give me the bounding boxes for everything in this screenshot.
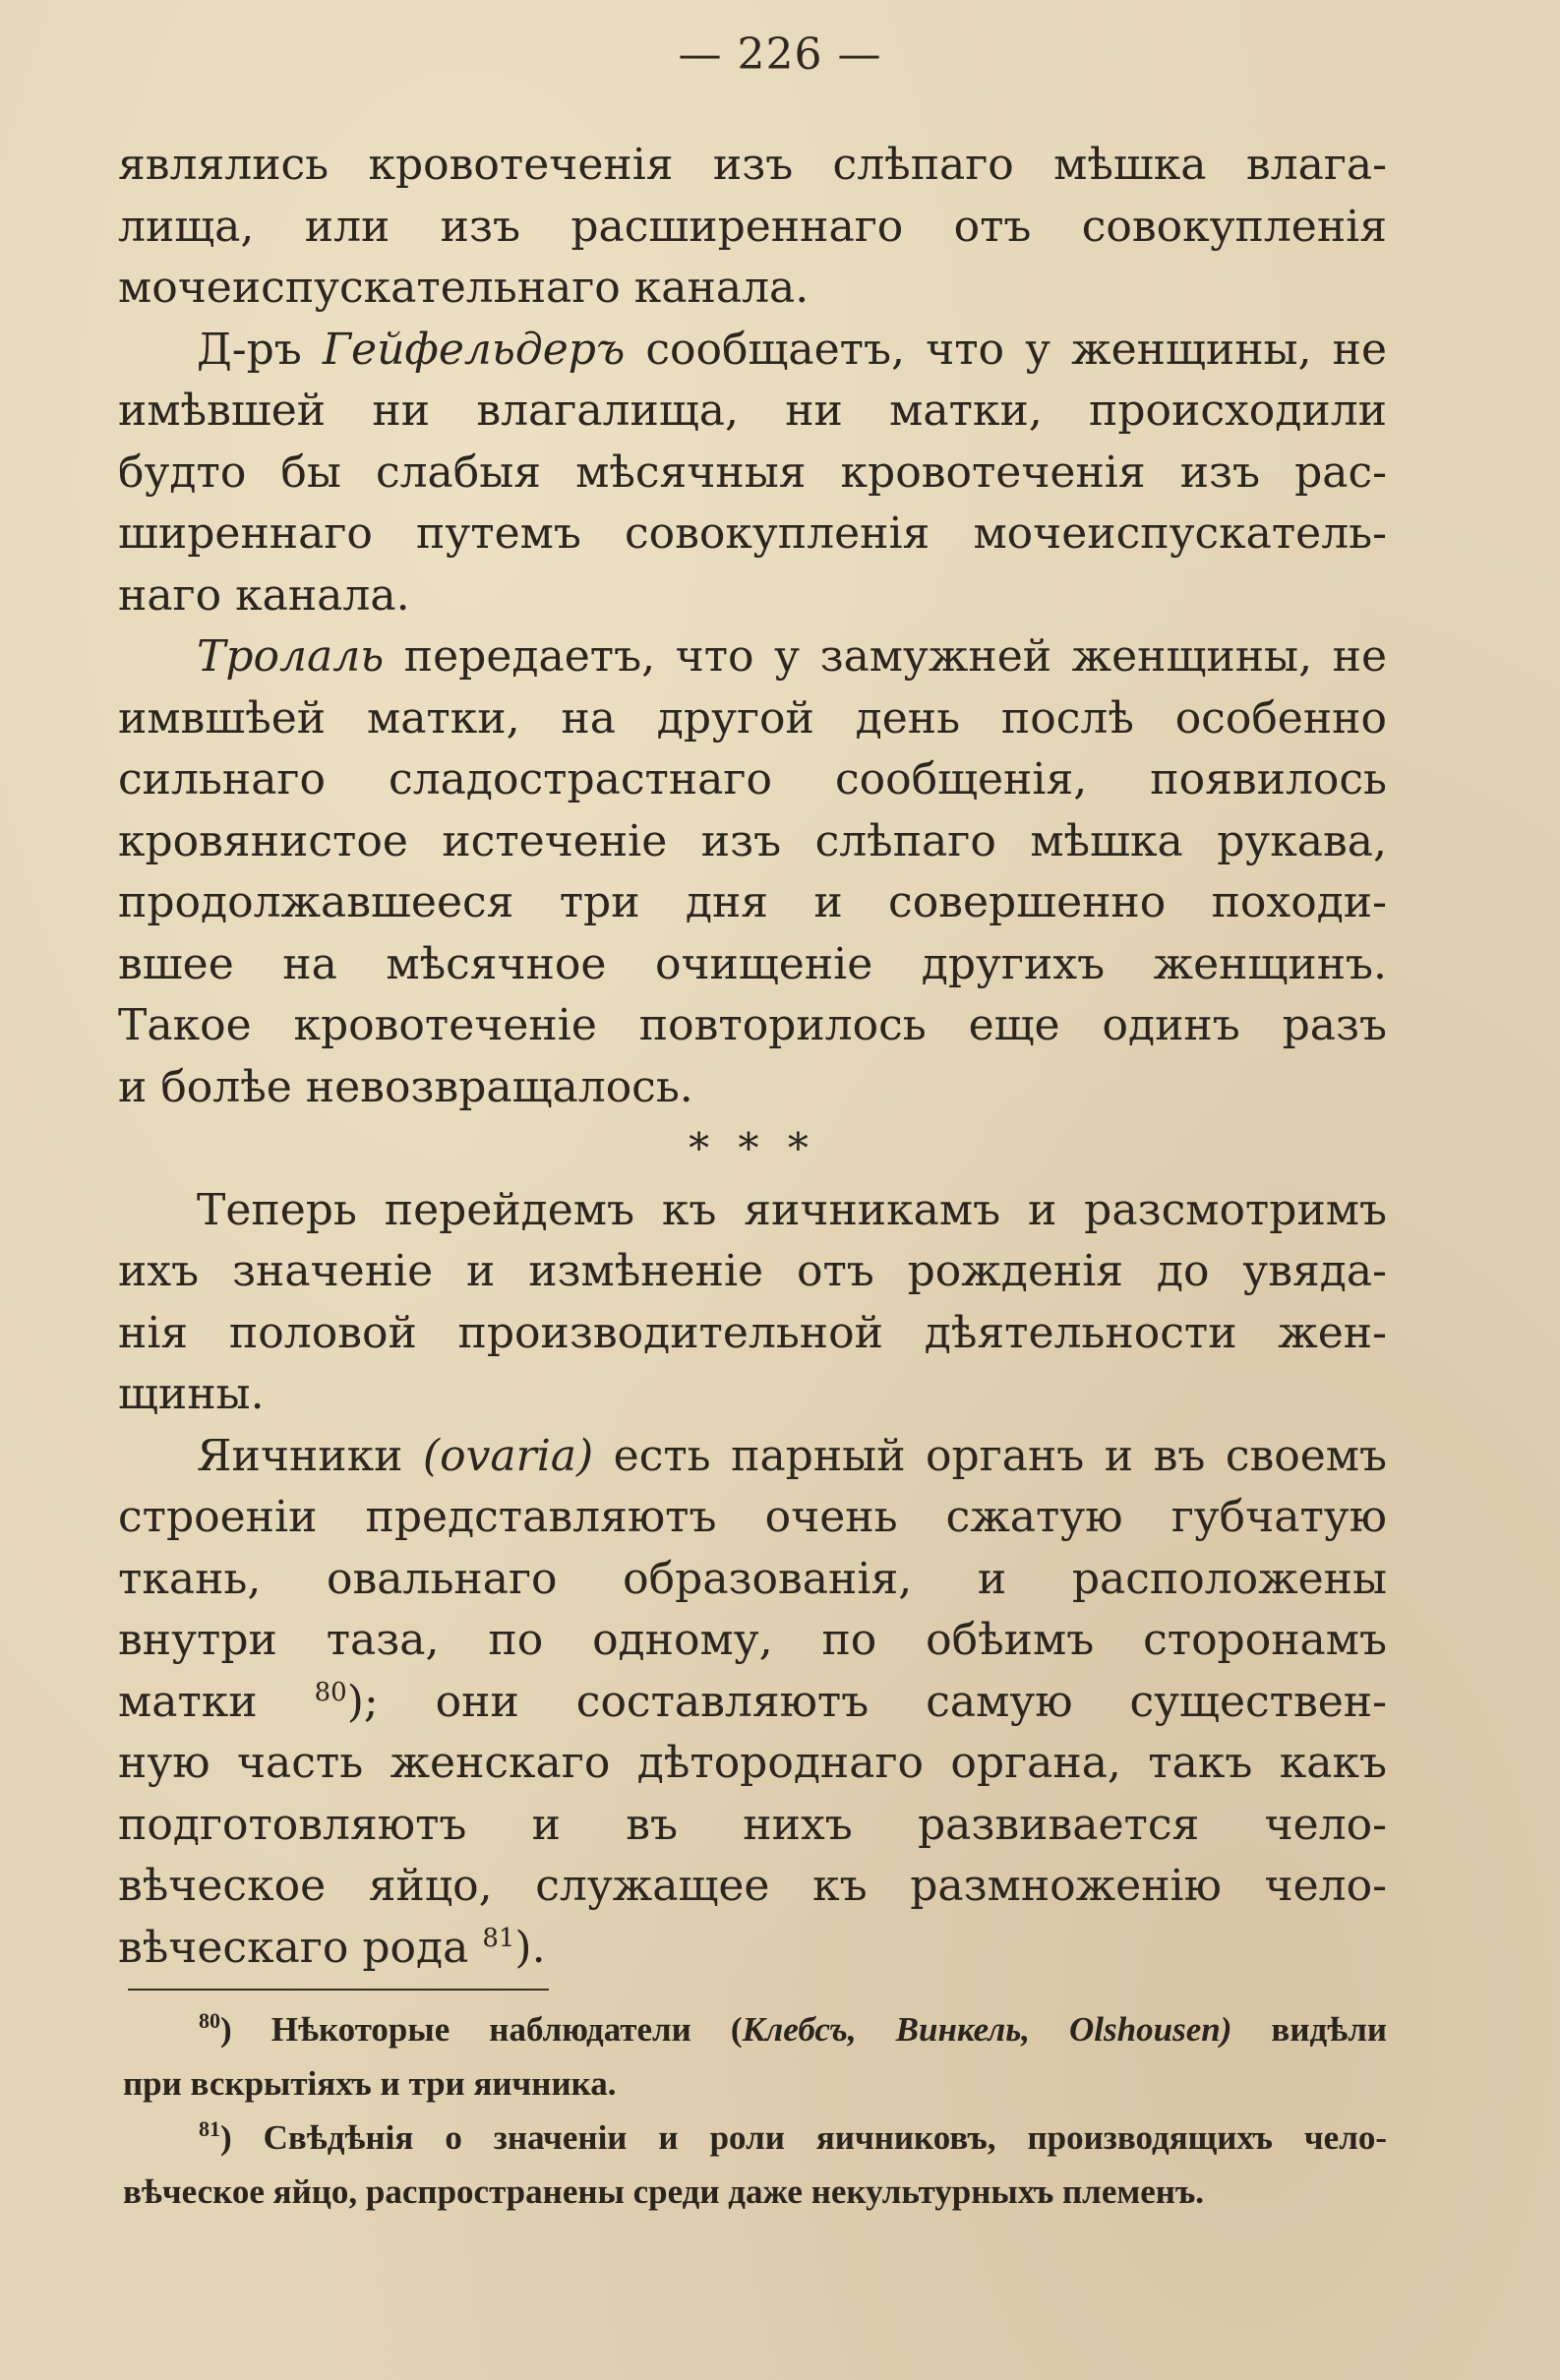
footnote-line: вѣческое яйцо, распространены среди даже некультурныхъ племенъ. bbox=[123, 2172, 1205, 2211]
footnote-80: $^{80}$) Нѣкоторые наблюдатели (Клебсъ, Винкель, Olshousen) видѣли bbox=[199, 2008, 1387, 2049]
latin-term: (ovaria) bbox=[422, 1430, 594, 1481]
author-name: Тролаль bbox=[197, 631, 385, 682]
text-line: внутри таза, по одному, по обѣимъ сторонамъ bbox=[118, 1615, 1387, 1665]
text-line: сильнаго сладострастнаго сообщенія, появилось bbox=[118, 754, 1387, 804]
text-line: матки $^{80}$); они составляютъ самую существен- bbox=[118, 1676, 1387, 1727]
footnote-ref[interactable]: 81 bbox=[482, 1923, 515, 1953]
text-line: мочеиспускательнаго канала. bbox=[118, 263, 810, 313]
text-line: вѣческаго рода $^{81}$). bbox=[118, 1922, 546, 1973]
text-line: вѣческое яйцо, служащее къ размноженію чело- bbox=[118, 1861, 1387, 1911]
text-line: Яичники (ovaria) есть парный органъ и въ своемъ bbox=[197, 1430, 1387, 1481]
text-line: имвшѣей матки, на другой день послѣ особенно bbox=[118, 692, 1387, 744]
author-name: Гейфельдеръ bbox=[322, 324, 626, 375]
text-line: Теперь перейдемъ къ яичникамъ и разсмотримъ bbox=[197, 1184, 1387, 1235]
text-line: имѣвшей ни влагалища, ни матки, происходили bbox=[118, 386, 1387, 436]
text-line: Тролаль передаетъ, что у замужней женщины, не bbox=[197, 631, 1387, 682]
footnote-divider bbox=[128, 1989, 549, 1991]
text-line: вшее на мѣсячное очищеніе другихъ женщинъ. bbox=[118, 938, 1387, 989]
text-line: наго канала. bbox=[118, 569, 410, 621]
text-line: строеніи представляютъ очень сжатую губчатую bbox=[118, 1492, 1387, 1542]
text-line: ткань, овальнаго образованія, и расположены bbox=[118, 1553, 1387, 1604]
body-text bbox=[118, 135, 1387, 1979]
text-line: Такое кровотеченіе повторилось еще одинъ разъ bbox=[118, 1000, 1387, 1050]
text-line: Д-ръ Гейфельдеръ сообщаетъ, что у женщины, не bbox=[197, 324, 1387, 375]
text-line: нія половой производительной дѣятельности жен- bbox=[118, 1307, 1387, 1358]
footnote-line: при вскрытіяхъ и три яичника. bbox=[123, 2064, 617, 2103]
author-names: Клебсъ, Винкель, Olshousen) bbox=[742, 2010, 1232, 2049]
footnote-81: $^{81}$) Свѣдѣнія о значеніи и роли яичниковъ, производящихъ чело- bbox=[199, 2116, 1387, 2157]
footnote-ref[interactable]: 80 bbox=[314, 1677, 347, 1707]
text-line: щины. bbox=[118, 1369, 265, 1419]
text-line: ихъ значеніе и измѣненіе отъ рожденія до увяда- bbox=[118, 1246, 1387, 1296]
text-line: являлись кровотеченія изъ слѣпаго мѣшка влага- bbox=[118, 140, 1387, 190]
footnote-number: 81 bbox=[199, 2116, 220, 2141]
text-line: ную часть женскаго дѣтороднаго органа, такъ какъ bbox=[118, 1738, 1387, 1788]
text-line: продолжавшееся три дня и совершенно походи- bbox=[118, 877, 1387, 927]
text-line: подготовляютъ и въ нихъ развивается чело- bbox=[118, 1799, 1387, 1850]
text-line: кровянистое истеченіе изъ слѣпаго мѣшка рукава, bbox=[118, 815, 1387, 866]
text-line: будто бы слабыя мѣсячныя кровотеченія изъ рас- bbox=[118, 446, 1387, 498]
text-line: и болѣе невозвращалось. bbox=[118, 1061, 693, 1112]
section-separator: * * * bbox=[689, 1124, 816, 1172]
footnote-number: 80 bbox=[199, 2008, 220, 2033]
text-line: ширеннаго путемъ совокупленія мочеиспускатель- bbox=[118, 508, 1387, 559]
footnotes bbox=[123, 2002, 1387, 2219]
page-number: — 226 — bbox=[678, 30, 882, 80]
text-line: лища, или изъ расширеннаго отъ совокупленія bbox=[118, 201, 1387, 252]
